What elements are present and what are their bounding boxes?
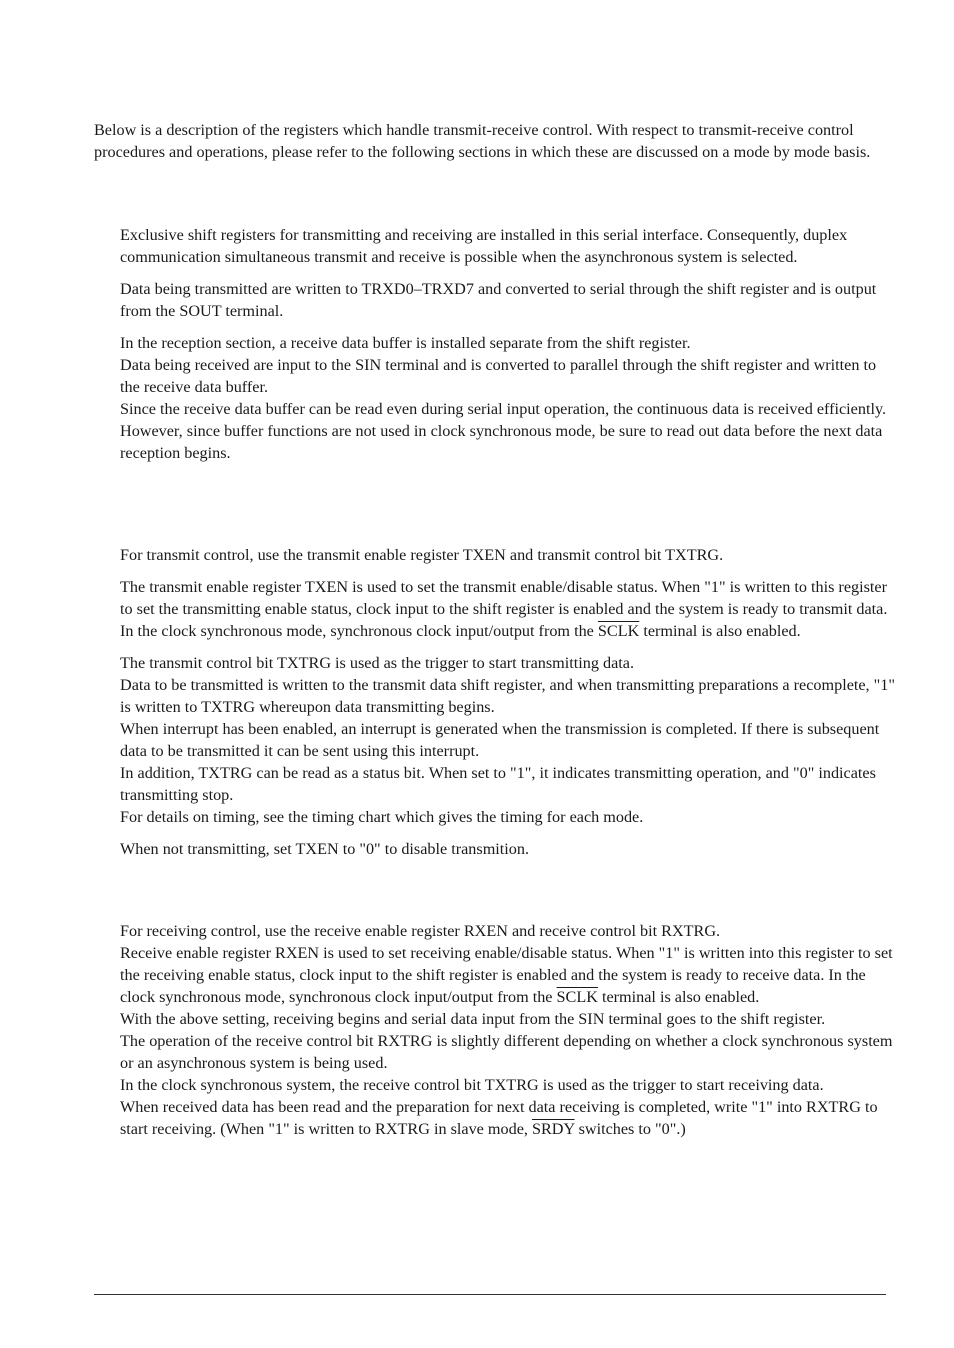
sclk-terminal-name: SCLK [556,988,598,1006]
transmit-enable-paragraph [120,576,895,642]
transmit-control-section [120,544,895,860]
receive-enable-paragraph [120,942,895,1008]
receive-paragraph: With the above setting, receiving begins and serial data input from the SIN terminal goes to the shift register. [120,1010,826,1028]
transmit-paragraph: Data to be transmitted is written to the transmit data shift register, and when transmitting preparations a recomplete, "1" is written to TXTRG whereupon data transmitting begins. [120,676,895,716]
receive-text: Receive enable register RXEN is used to set receiving enable/disable status. When "1" is written into this register to set the receiving enable status, clock input to the shift register is enabled and the system is ready to receive data. In the clock synchronous mode, synchronous clock input/output from the [120,944,893,1006]
shift-register-paragraph: Data being received are input to the SIN terminal and is converted to parallel through the shift register and written to the receive data buffer. [120,356,877,396]
shift-register-paragraph: Data being transmitted are written to TRXD0–TRXD7 and converted to serial through the shift register and is output from the SOUT terminal. [120,280,877,320]
shift-register-paragraph: Since the receive data buffer can be read even during serial input operation, the continuous data is received efficiently. [120,400,887,418]
transmit-paragraph: For details on timing, see the timing chart which gives the timing for each mode. [120,808,644,826]
shift-register-paragraph: However, since buffer functions are not used in clock synchronous mode, be sure to read out data before the next data reception begins. [120,422,883,462]
receive-text: terminal is also enabled. [597,988,760,1006]
transmit-text: terminal is also enabled. [639,622,801,640]
receive-start-paragraph [120,1096,895,1140]
receive-paragraph: The operation of the receive control bit RXTRG is slightly different depending on whether a clock synchronous system or an asynchronous system is being used. [120,1032,893,1072]
srdy-signal-name: SRDY [531,1120,575,1138]
transmit-text: The transmit enable register TXEN is used to set the transmit enable/disable status. When "1" is written to this register to set the transmitting enable status, clock input to the shift register is enabled and the system is ready to transmit data. In the clock synchronous mode, synchronous clock input/output from the [120,578,888,640]
shift-register-paragraph: Exclusive shift registers for transmitting and receiving are installed in this serial interface. Consequently, duplex communication simultaneous transmit and receive is possible when the asynchronous system is selected. [120,226,848,266]
transmit-paragraph: When not transmitting, set TXEN to "0" to disable transmition. [120,840,530,858]
footer-rule [94,1294,886,1295]
receive-paragraph: For receiving control, use the receive enable register RXEN and receive control bit RXTRG. [120,922,721,940]
transmit-paragraph: The transmit control bit TXTRG is used as the trigger to start transmitting data. [120,654,635,672]
receive-paragraph: In the clock synchronous system, the receive control bit TXTRG is used as the trigger to start receiving data. [120,1076,824,1094]
receive-control-section [120,920,895,1140]
shift-register-paragraph: In the reception section, a receive data buffer is installed separate from the shift register. [120,334,691,352]
sclk-terminal-name: SCLK [597,622,640,640]
shift-register-section [120,224,895,464]
transmit-paragraph: In addition, TXTRG can be read as a status bit. When set to "1", it indicates transmitting operation, and "0" indicates transmitting stop. [120,764,876,804]
transmit-paragraph: When interrupt has been enabled, an interrupt is generated when the transmission is completed. If there is subsequent data to be transmitted it can be sent using this interrupt. [120,720,880,760]
receive-text: When received data has been read and the preparation for next data receiving is completed, write "1" into RXTRG to start receiving. (When "1" is written to RXTRG in slave mode, [120,1098,878,1138]
receive-text: switches to "0".) [574,1120,686,1138]
transmit-paragraph: For transmit control, use the transmit enable register TXEN and transmit control bit TXTRG. [120,546,724,564]
intro-paragraph: Below is a description of the registers which handle transmit-receive control. With respect to transmit-receive control procedures and operations, please refer to the following sections in which these are discussed on a mode by mode basis. [94,121,871,161]
